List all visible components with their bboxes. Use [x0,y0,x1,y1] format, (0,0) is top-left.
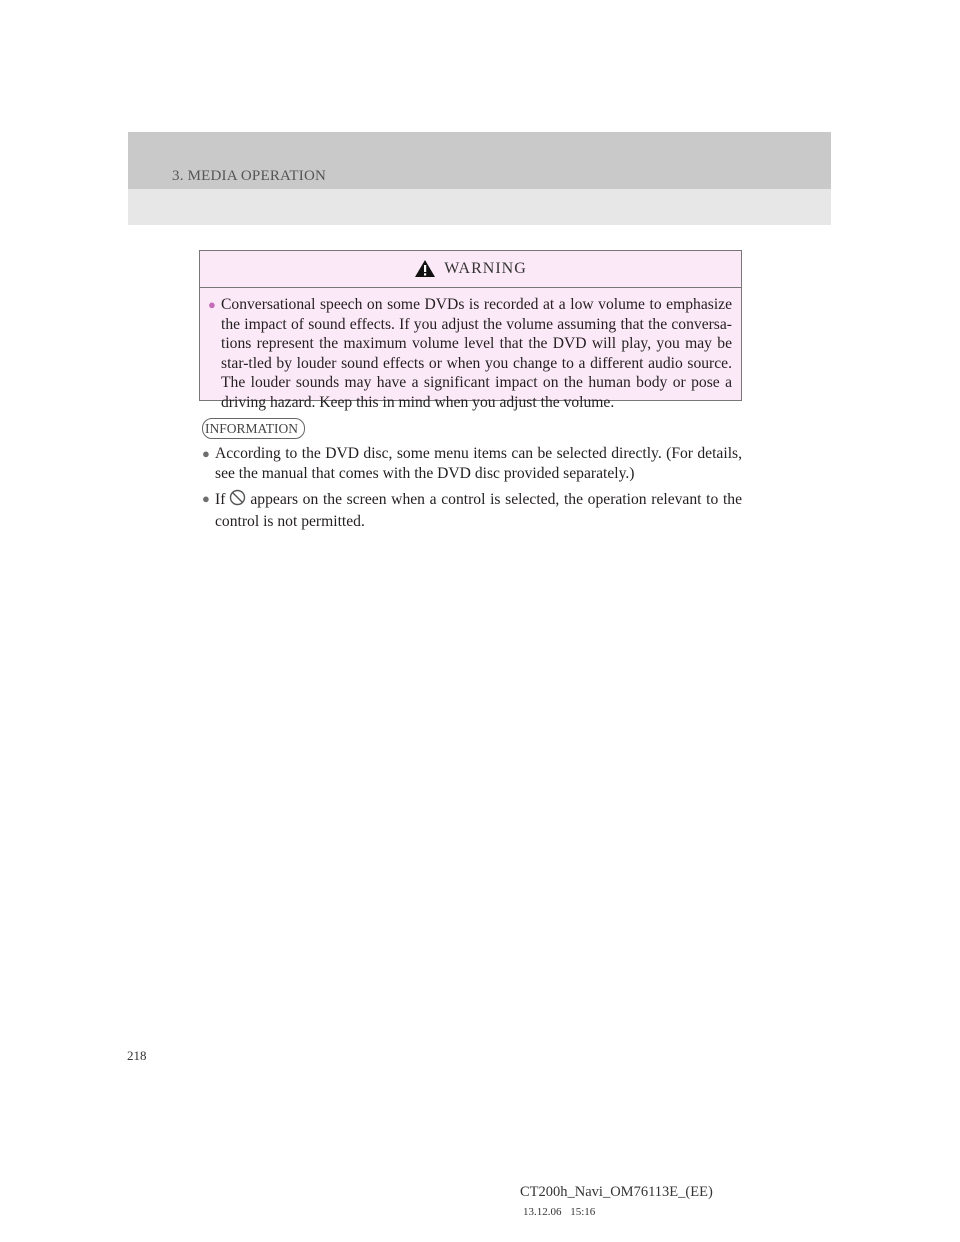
information-item-text: According to the DVD disc, some menu items can be selected directly. (For details, see the manual that comes with the DVD disc provided separately.) [215,445,742,482]
footer-timestamp: 13.12.06 15:16 [523,1206,596,1218]
information-item-suffix: appears on the screen when a control is selected, the operation relevant to the control is not permitted. [215,491,742,530]
header-subband [128,189,831,225]
bullet-icon: ● [208,297,216,312]
information-item [202,489,742,531]
footer-doc-id: CT200h_Navi_OM76113E_(EE) [520,1184,713,1200]
information-list [202,444,742,531]
warning-title: WARNING [444,260,527,277]
warning-header [200,251,741,288]
information-item [202,444,742,483]
information-item-text [215,489,742,531]
warning-body [200,288,741,412]
information-item-prefix: If [215,491,226,508]
section-title: 3. MEDIA OPERATION [172,168,327,184]
bullet-icon: ● [202,446,210,461]
warning-triangle-icon [414,259,436,278]
prohibited-icon [229,489,246,512]
page-number: 218 [127,1048,147,1063]
information-label: INFORMATION [202,418,305,439]
warning-item-text: Conversational speech on some DVDs is recorded at a low volume to emphasize the impact of sound effects. If you adjust the volume assuming that the conversa-tions represent the maximum volume level that the DVD will play, you may be star-tled by louder sound effects or when you change to a different audio source. The louder sounds may have a significant impact on the human body or pose a driving hazard. Keep this in mind when you adjust the volume. [221,296,732,411]
warning-item [208,295,732,412]
bullet-icon: ● [202,491,210,506]
warning-box [199,250,742,411]
